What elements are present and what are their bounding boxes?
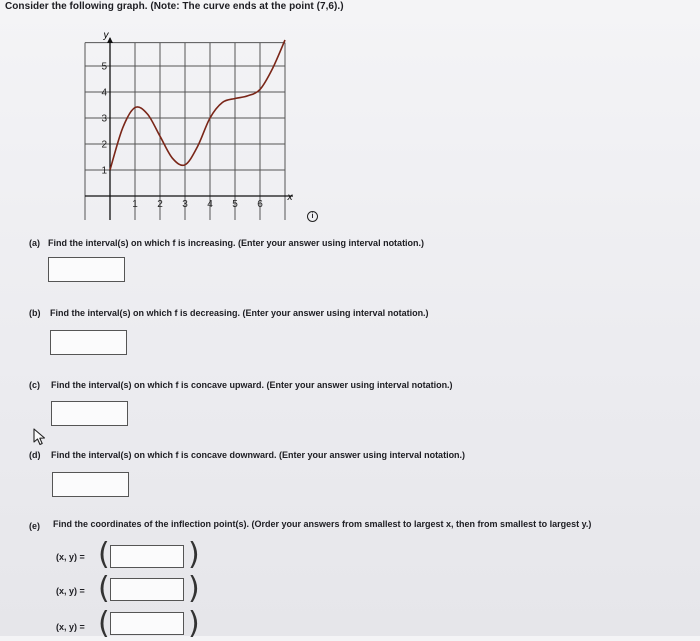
x-tick-label: 5 xyxy=(232,199,238,210)
info-icon[interactable]: i xyxy=(307,211,318,222)
coord-3-open-paren: ( xyxy=(98,606,110,641)
problem-statement: Consider the following graph. (Note: The curve ends at the point (7,6).) xyxy=(5,1,344,12)
y-tick-label: 4 xyxy=(101,87,107,99)
answer-d-input[interactable] xyxy=(52,472,129,497)
question-a-text: Find the interval(s) on which f is increasing. (Enter your answer using interval notation.) xyxy=(48,238,425,248)
x-tick-label: 3 xyxy=(182,199,188,210)
y-tick-label: 5 xyxy=(101,61,107,73)
x-axis-label: x xyxy=(287,192,293,203)
question-c-label: (c) xyxy=(29,380,40,390)
coord-2-close-paren: ) xyxy=(188,571,200,606)
function-curve xyxy=(110,40,285,170)
question-d-label: (d) xyxy=(29,450,41,460)
question-e-text: Find the coordinates of the inflection point(s). (Order your answers from smallest to largest x, then from smallest to largest y.) xyxy=(53,519,592,529)
question-d-text: Find the interval(s) on which f is concave downward. (Enter your answer using interval notation.) xyxy=(51,450,466,460)
graph xyxy=(78,28,303,220)
coord-2-open-paren: ( xyxy=(98,571,110,606)
question-b-text: Find the interval(s) on which f is decreasing. (Enter your answer using interval notation.) xyxy=(50,308,429,318)
coord-1-close-paren: ) xyxy=(188,537,200,572)
y-tick-label: 2 xyxy=(101,139,107,151)
coord-1-label: (x, y) = xyxy=(56,552,85,562)
y-tick-label: 3 xyxy=(101,113,107,125)
y-axis-label: y xyxy=(103,30,109,41)
question-b-label: (b) xyxy=(29,308,41,318)
x-tick-label: 1 xyxy=(132,199,138,210)
graph-grid xyxy=(85,43,285,220)
answer-a-input[interactable] xyxy=(48,257,125,282)
graph-axes xyxy=(85,37,293,220)
x-tick-label: 4 xyxy=(207,199,213,210)
coord-3-label: (x, y) = xyxy=(56,622,85,632)
answer-b-input[interactable] xyxy=(50,330,127,355)
mouse-cursor-icon xyxy=(32,428,48,446)
coord-1-input[interactable] xyxy=(110,545,184,568)
question-e-label: (e) xyxy=(29,521,40,531)
coord-3-input[interactable] xyxy=(110,612,184,635)
coord-1-open-paren: ( xyxy=(98,537,110,572)
coord-2-input[interactable] xyxy=(110,578,184,601)
answer-c-input[interactable] xyxy=(51,401,128,426)
graph-ticks xyxy=(101,62,263,211)
y-tick-label: 1 xyxy=(101,165,107,177)
x-tick-label: 2 xyxy=(157,199,163,210)
coord-2-label: (x, y) = xyxy=(56,586,85,596)
question-c-text: Find the interval(s) on which f is concave upward. (Enter your answer using interval notation.) xyxy=(51,380,453,390)
question-a-label: (a) xyxy=(29,238,40,248)
coord-3-close-paren: ) xyxy=(188,606,200,641)
x-tick-label: 6 xyxy=(257,199,263,210)
